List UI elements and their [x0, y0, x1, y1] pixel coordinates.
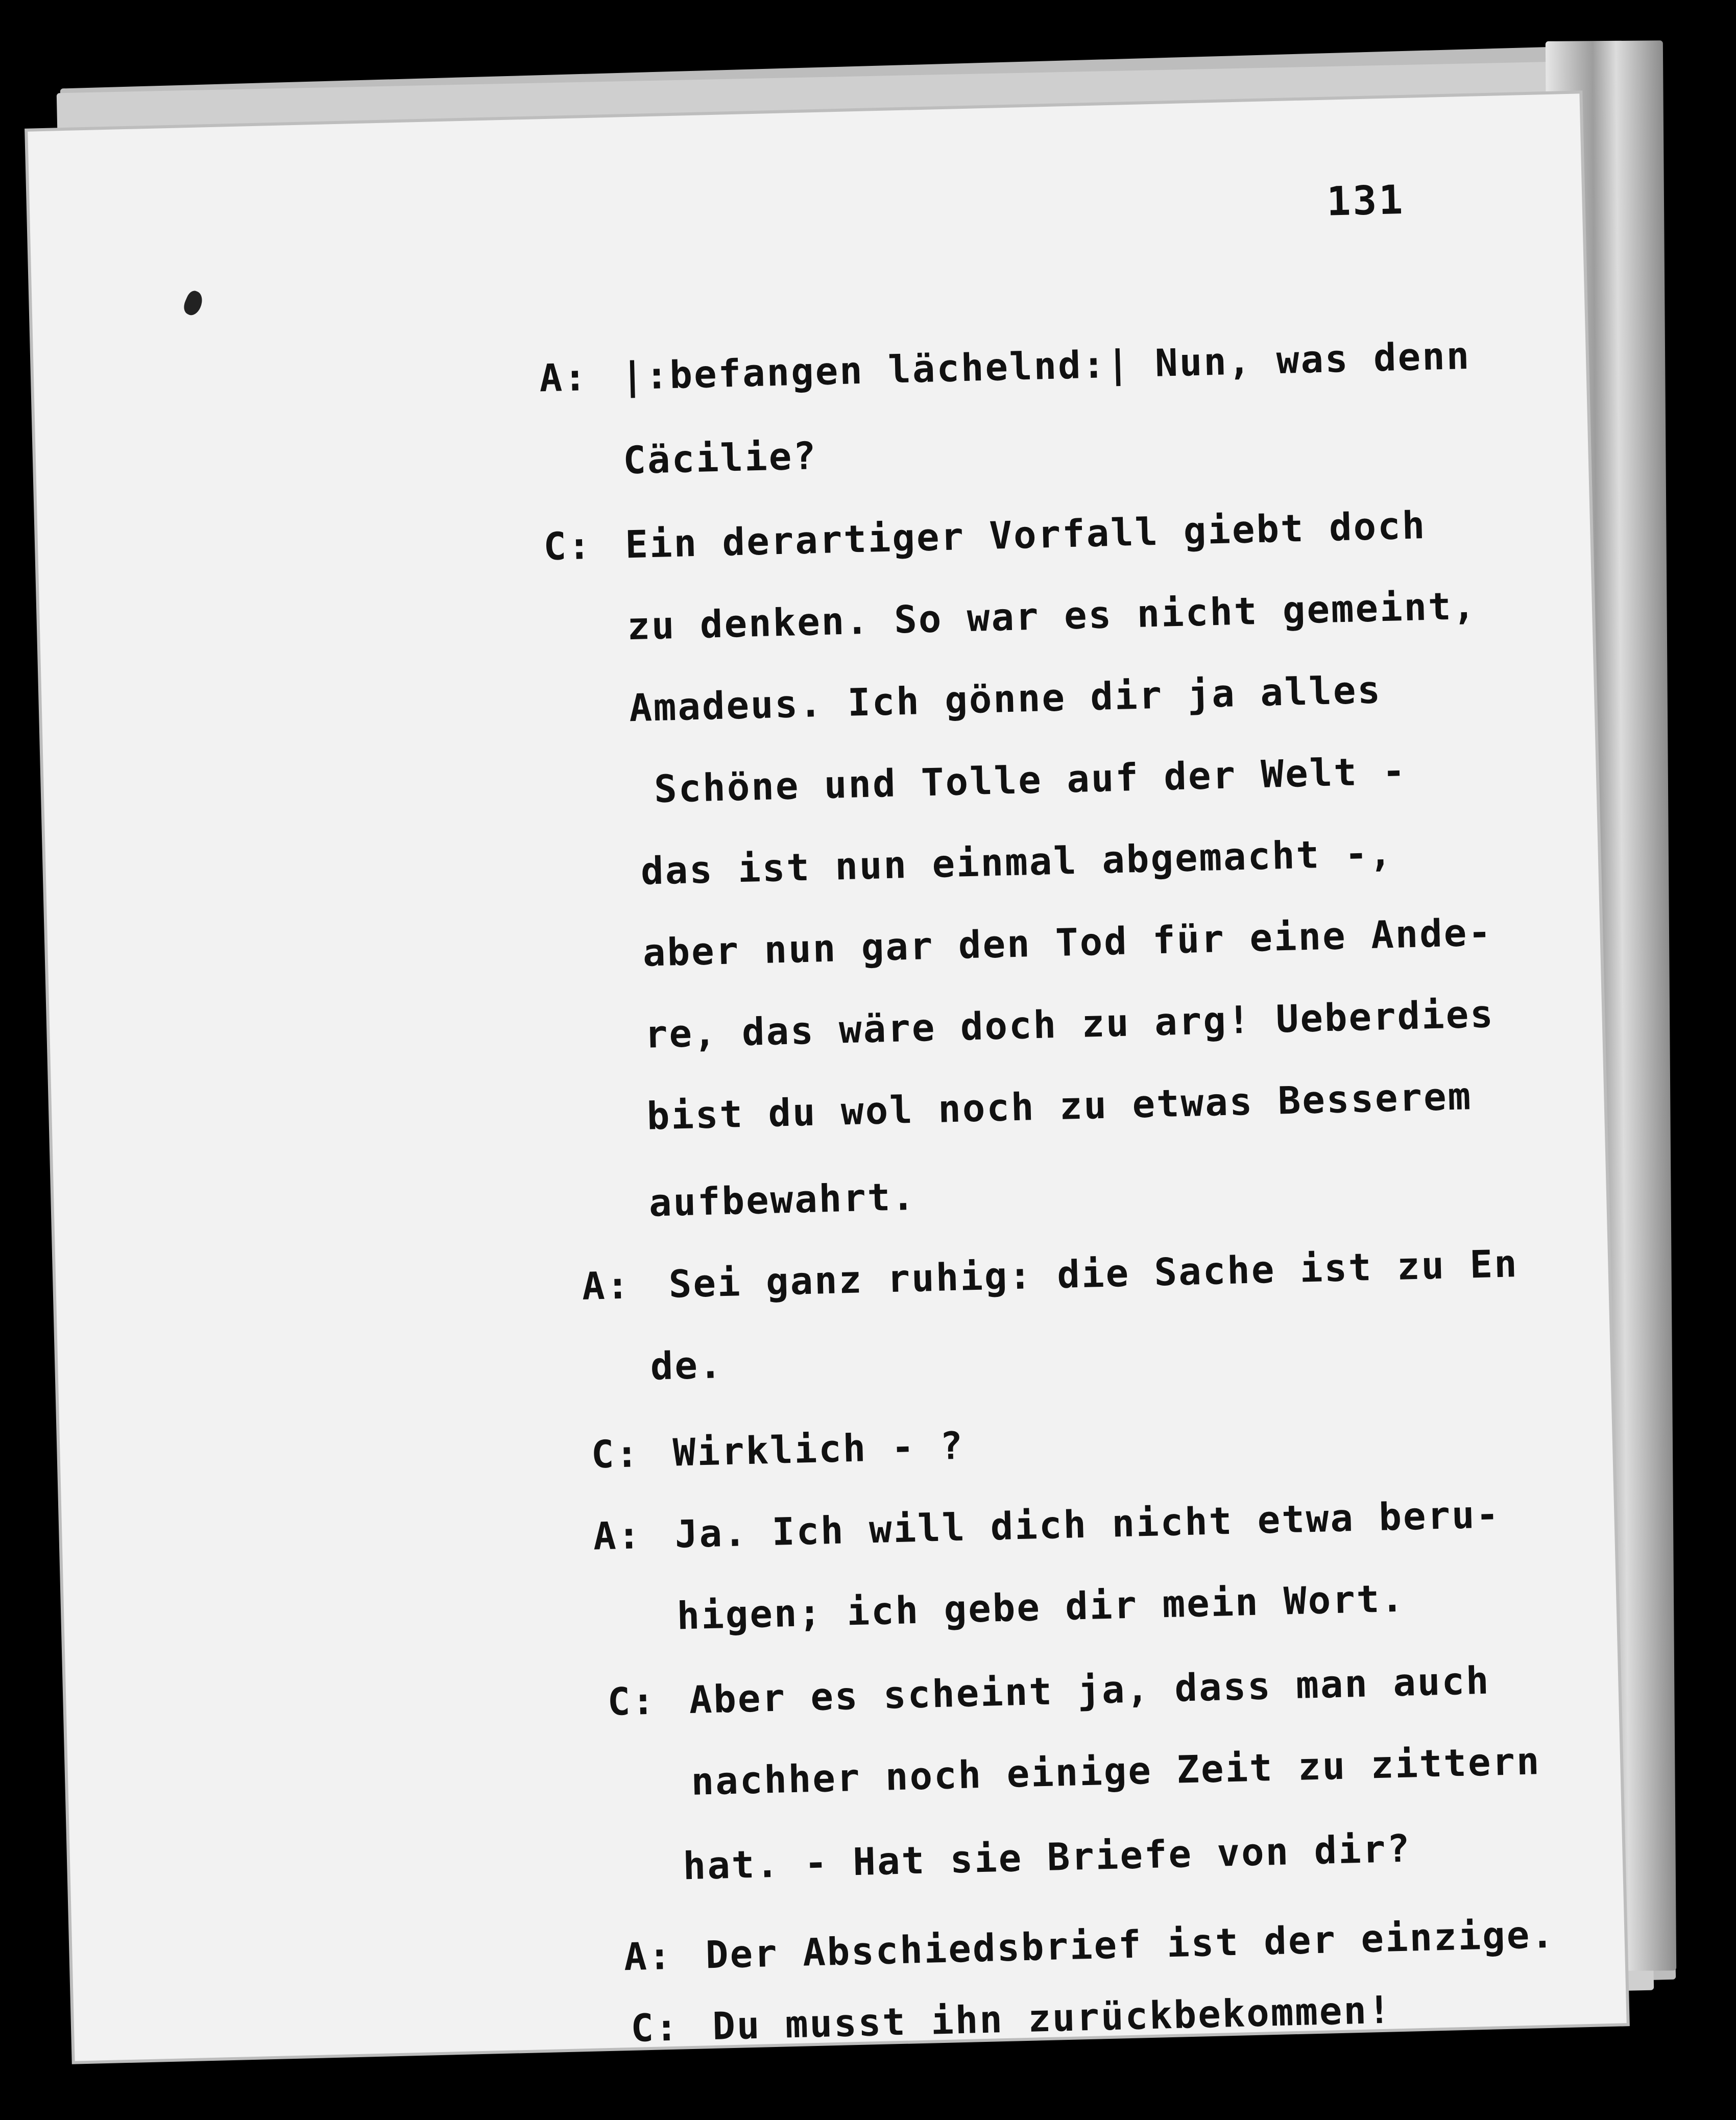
- dialogue-line: Schöne und Tolle auf der Welt -: [654, 749, 1407, 812]
- dialogue-line: Sei ganz ruhig: die Sache ist zu En: [668, 1242, 1519, 1307]
- dialogue-line: Cäcilie?: [622, 434, 818, 483]
- dialogue-line: Ja. Ich will dich nicht etwa beru-: [674, 1492, 1501, 1557]
- dialogue-line: re, das wäre doch zu arg! Ueberdies: [644, 992, 1495, 1057]
- dialogue-line: |:befangen lächelnd:| Nun, was denn: [620, 333, 1472, 399]
- speaker-label: C:: [590, 1432, 641, 1477]
- speaker-label: A:: [623, 1934, 673, 1980]
- dialogue-line: Wirklich - ?: [672, 1424, 965, 1475]
- dialogue-line: Du musst ihn zurückbekommen!: [712, 1988, 1393, 2049]
- page-number: 131: [1326, 177, 1406, 225]
- dialogue-line: aber nun gar den Tod für eine Ande-: [642, 910, 1493, 975]
- dialogue-line: nachher noch einige Zeit zu zittern: [690, 1739, 1541, 1804]
- dialogue-line: Aber es scheint ja, dass man auch: [688, 1658, 1491, 1722]
- dialogue-line: hat. - Hat sie Briefe von dir?: [682, 1826, 1412, 1889]
- speaker-label: C:: [607, 1679, 657, 1724]
- dialogue-line: de.: [649, 1343, 724, 1389]
- ink-speck: [181, 288, 206, 318]
- dialogue-line: Amadeus. Ich gönne dir ja alles: [629, 668, 1382, 731]
- dialogue-line: Der Abschiedsbrief ist der einzige.: [705, 1912, 1556, 1978]
- speaker-label: A:: [581, 1263, 632, 1309]
- speaker-label: C:: [630, 2005, 680, 2051]
- speaker-label: A:: [592, 1513, 642, 1559]
- dialogue-line: das ist nun einmal abgemacht -,: [640, 831, 1394, 894]
- dialogue-line: aufbewahrt.: [648, 1174, 917, 1225]
- dialogue-line: bist du wol noch zu etwas Besserem: [646, 1074, 1473, 1139]
- dialogue-line: Ein derartiger Vorfall giebt doch: [624, 503, 1427, 567]
- dialogue-line: zu denken. So war es nicht gemeint,: [626, 584, 1478, 649]
- speaker-label: A:: [539, 355, 589, 401]
- dialogue-line: higen; ich gebe dir mein Wort.: [676, 1576, 1406, 1639]
- typewritten-page: [28, 93, 1626, 2061]
- speaker-label: C:: [543, 523, 593, 569]
